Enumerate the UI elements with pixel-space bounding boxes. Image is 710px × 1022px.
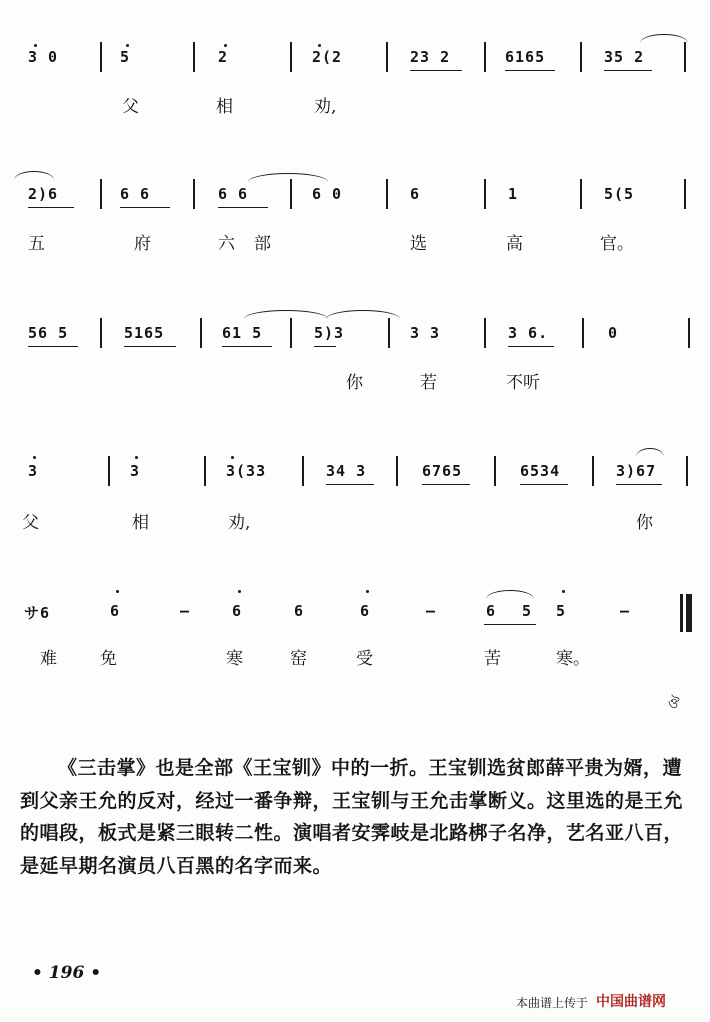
barline [290, 42, 292, 72]
lyric: 受 [356, 649, 373, 669]
measure: 5)3 [314, 324, 345, 342]
measure: 5165 [124, 324, 165, 342]
underline [124, 346, 176, 347]
ornament-mark: ঔ [668, 696, 680, 712]
fermata-dot [238, 590, 241, 593]
measure: 6765 [422, 462, 463, 480]
lyric: 苦 [484, 649, 501, 669]
barline [684, 42, 686, 72]
underline [222, 346, 272, 347]
lyric: 父 [122, 97, 139, 117]
lyric: 寒。 [556, 649, 590, 669]
measure: 5 [522, 602, 533, 620]
lyric: 相 [216, 97, 233, 117]
barline [582, 318, 584, 348]
lyric: 难 [40, 649, 57, 669]
measure: 2)6 [28, 185, 59, 203]
barline [386, 42, 388, 72]
lyric: 劝, [228, 513, 251, 533]
barline [193, 179, 195, 209]
underline [28, 207, 74, 208]
measure: 6534 [520, 462, 561, 480]
octave-dot [318, 44, 321, 47]
barline [388, 318, 390, 348]
site-logo-text[interactable]: 中国曲谱网 [596, 994, 666, 1010]
underline [508, 346, 554, 347]
measure: 61 5 [222, 324, 263, 342]
final-barline-thick [686, 594, 692, 632]
lyric: 不听 [506, 373, 540, 393]
underline [120, 207, 170, 208]
barline [290, 318, 292, 348]
underline [604, 70, 652, 71]
tie-arc [636, 448, 664, 457]
lyric: 寒 [226, 649, 243, 669]
measure: 3 0 [28, 48, 59, 66]
page-number: • 196 • [32, 963, 102, 983]
measure: 35 2 [604, 48, 645, 66]
measure: 6 0 [312, 185, 343, 203]
measure: 3)67 [616, 462, 657, 480]
score-system-3 [0, 298, 710, 408]
tie-arc [486, 590, 534, 599]
lyric: 父 [22, 513, 39, 533]
tie-arc [640, 34, 688, 43]
lyric: 若 [420, 373, 437, 393]
tie-arc [244, 310, 328, 319]
measure: 6 [294, 602, 305, 620]
measure: – [180, 602, 191, 620]
commentary-paragraph: 《三击掌》也是全部《王宝钏》中的一折。王宝钏选贫郎薛平贵为婿，遭到父亲王允的反对，经过一番争辩，王宝钏与王允击掌断义。这里选的是王允的唱段，板式是紧三眼转二性。演唱者安霁岐是北路梆子名净，艺名亚八百，是延早期名演员八百黑的名字而来。 [20, 757, 684, 877]
underline [505, 70, 555, 71]
underline [218, 207, 268, 208]
octave-dot [135, 456, 138, 459]
lyric: 高 [506, 234, 523, 254]
score-system-2 [0, 165, 710, 275]
underline [520, 484, 568, 485]
barline [592, 456, 594, 486]
underline [314, 346, 336, 347]
measure: 3 [130, 462, 141, 480]
fermata-dot [562, 590, 565, 593]
measure: 6 [232, 602, 243, 620]
octave-dot [224, 44, 227, 47]
score-system-1 [0, 30, 710, 140]
source-label: 本曲谱上传于 [516, 996, 589, 1010]
measure: 6 6 [120, 185, 151, 203]
lyric: 选 [410, 234, 427, 254]
measure: 6 6 [218, 185, 249, 203]
lyric: 劝, [314, 97, 337, 117]
measure: 0 [608, 324, 619, 342]
measure: 3(33 [226, 462, 267, 480]
lyric: 你 [346, 373, 363, 393]
barline [204, 456, 206, 486]
octave-dot [231, 456, 234, 459]
measure: 5 [556, 602, 567, 620]
fermata-dot [116, 590, 119, 593]
barline [290, 179, 292, 209]
barline [100, 179, 102, 209]
measure: – [426, 602, 437, 620]
measure: 23 2 [410, 48, 451, 66]
underline [410, 70, 462, 71]
measure: 34 3 [326, 462, 367, 480]
underline [326, 484, 374, 485]
barline [494, 456, 496, 486]
measure: 3 [28, 462, 39, 480]
lyric: 府 [134, 234, 151, 254]
measure: 2(2 [312, 48, 343, 66]
measure: 5 [120, 48, 131, 66]
measure: 56 5 [28, 324, 69, 342]
octave-dot [126, 44, 129, 47]
lyric: 相 [132, 513, 149, 533]
tie-arc [248, 173, 328, 182]
barline [100, 42, 102, 72]
barline [580, 179, 582, 209]
barline [484, 42, 486, 72]
measure: 6 [486, 602, 497, 620]
measure: 6 [110, 602, 121, 620]
lyric: 六 [218, 234, 235, 254]
lyric: 官。 [600, 234, 634, 254]
barline [484, 318, 486, 348]
measure: サ6 [24, 604, 51, 622]
barline [396, 456, 398, 486]
barline [108, 456, 110, 486]
score-system-5 [0, 580, 710, 690]
barline [302, 456, 304, 486]
lyric: 你 [636, 513, 653, 533]
underline [616, 484, 662, 485]
barline [580, 42, 582, 72]
measure: 6 [360, 602, 371, 620]
tie-arc [14, 171, 54, 180]
measure: – [620, 602, 631, 620]
measure: 2 [218, 48, 229, 66]
barline [193, 42, 195, 72]
underline [484, 624, 536, 625]
barline [688, 318, 690, 348]
barline [484, 179, 486, 209]
fermata-dot [366, 590, 369, 593]
octave-dot [33, 456, 36, 459]
barline [686, 456, 688, 486]
underline [422, 484, 470, 485]
barline [100, 318, 102, 348]
measure: 6165 [505, 48, 546, 66]
barline [386, 179, 388, 209]
octave-dot [34, 44, 37, 47]
barline [200, 318, 202, 348]
lyric: 免 [100, 649, 117, 669]
score-system-4 [0, 440, 710, 550]
final-barline-thin [680, 594, 683, 632]
barline [684, 179, 686, 209]
measure: 6 [410, 185, 421, 203]
lyric: 五 [28, 234, 45, 254]
lyric: 部 [254, 234, 271, 254]
measure: 5(5 [604, 185, 635, 203]
measure: 3 6. [508, 324, 549, 342]
measure: 3 3 [410, 324, 441, 342]
underline [28, 346, 78, 347]
measure: 1 [508, 185, 519, 203]
lyric: 窑 [290, 649, 307, 669]
